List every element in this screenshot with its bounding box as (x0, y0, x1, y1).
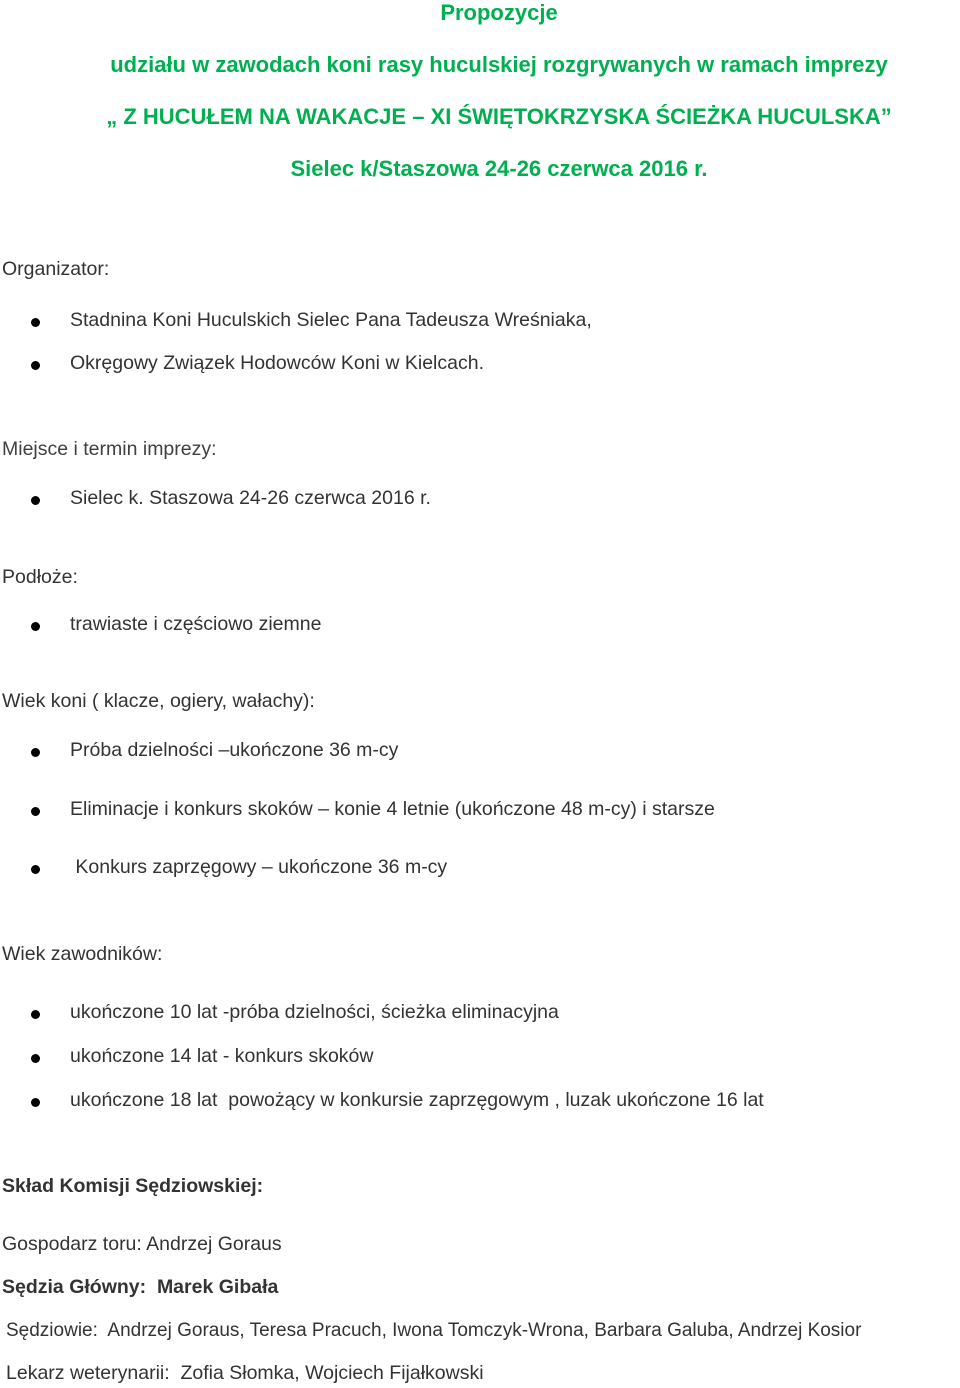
bullet-icon (31, 1054, 40, 1063)
bullet-icon (31, 496, 40, 505)
organizer-heading: Organizator: (2, 258, 110, 280)
horse-age-item-text: Eliminacje i konkurs skoków – konie 4 letnie (ukończone 48 m-cy) i starsze (70, 798, 715, 820)
course-host: Gospodarz toru: Andrzej Goraus (2, 1233, 282, 1255)
chief-judge: Sędzia Główny: Marek Gibała (2, 1276, 279, 1298)
doc-title: Propozycje (440, 0, 558, 25)
bullet-icon (31, 622, 40, 631)
ground-item-text: trawiaste i częściowo ziemne (70, 613, 322, 635)
horse-age-heading: Wiek koni ( klacze, ogiery, wałachy): (2, 690, 315, 712)
jury-heading: Skład Komisji Sędziowskiej: (2, 1175, 264, 1197)
rider-age-heading: Wiek zawodników: (2, 943, 163, 965)
bullet-icon (31, 1010, 40, 1019)
bullet-icon (31, 865, 40, 874)
bullet-icon (31, 807, 40, 816)
judges: Sędziowie: Andrzej Goraus, Teresa Pracuch, Iwona Tomczyk-Wrona, Barbara Galuba, Andrzej Kosior (6, 1320, 862, 1341)
bullet-icon (31, 318, 40, 327)
organizer-item-text: Stadnina Koni Huculskich Sielec Pana Tadeusza Wreśniaka, (70, 309, 592, 331)
veterinarian: Lekarz weterynarii: Zofia Słomka, Wojciech Fijałkowski (6, 1362, 484, 1384)
place-item-text: Sielec k. Staszowa 24-26 czerwca 2016 r. (70, 487, 431, 509)
place-heading: Miejsce i termin imprezy: (2, 438, 217, 460)
doc-subtitle: udziału w zawodach koni rasy huculskiej rozgrywanych w ramach imprezy (110, 52, 888, 77)
bullet-icon (31, 361, 40, 370)
horse-age-item-text: Konkurs zaprzęgowy – ukończone 36 m-cy (70, 856, 448, 878)
organizer-item-text: Okręgowy Związek Hodowców Koni w Kielcach. (70, 352, 484, 374)
event-place-date: Sielec k/Staszowa 24-26 czerwca 2016 r. (290, 156, 708, 181)
horse-age-item-text: Próba dzielności –ukończone 36 m-cy (70, 739, 399, 761)
bullet-icon (31, 748, 40, 757)
rider-age-item-text: ukończone 10 lat -próba dzielności, ścieżka eliminacyjna (70, 1001, 559, 1023)
event-name: „ Z HUCUŁEM NA WAKACJE – XI ŚWIĘTOKRZYSKA ŚCIEŻKA HUCULSKA” (106, 104, 892, 129)
bullet-icon (31, 1098, 40, 1107)
ground-heading: Podłoże: (2, 566, 78, 588)
rider-age-item-text: ukończone 14 lat - konkurs skoków (70, 1045, 374, 1067)
rider-age-item-text: ukończone 18 lat powożący w konkursie zaprzęgowym , luzak ukończone 16 lat (70, 1089, 764, 1111)
